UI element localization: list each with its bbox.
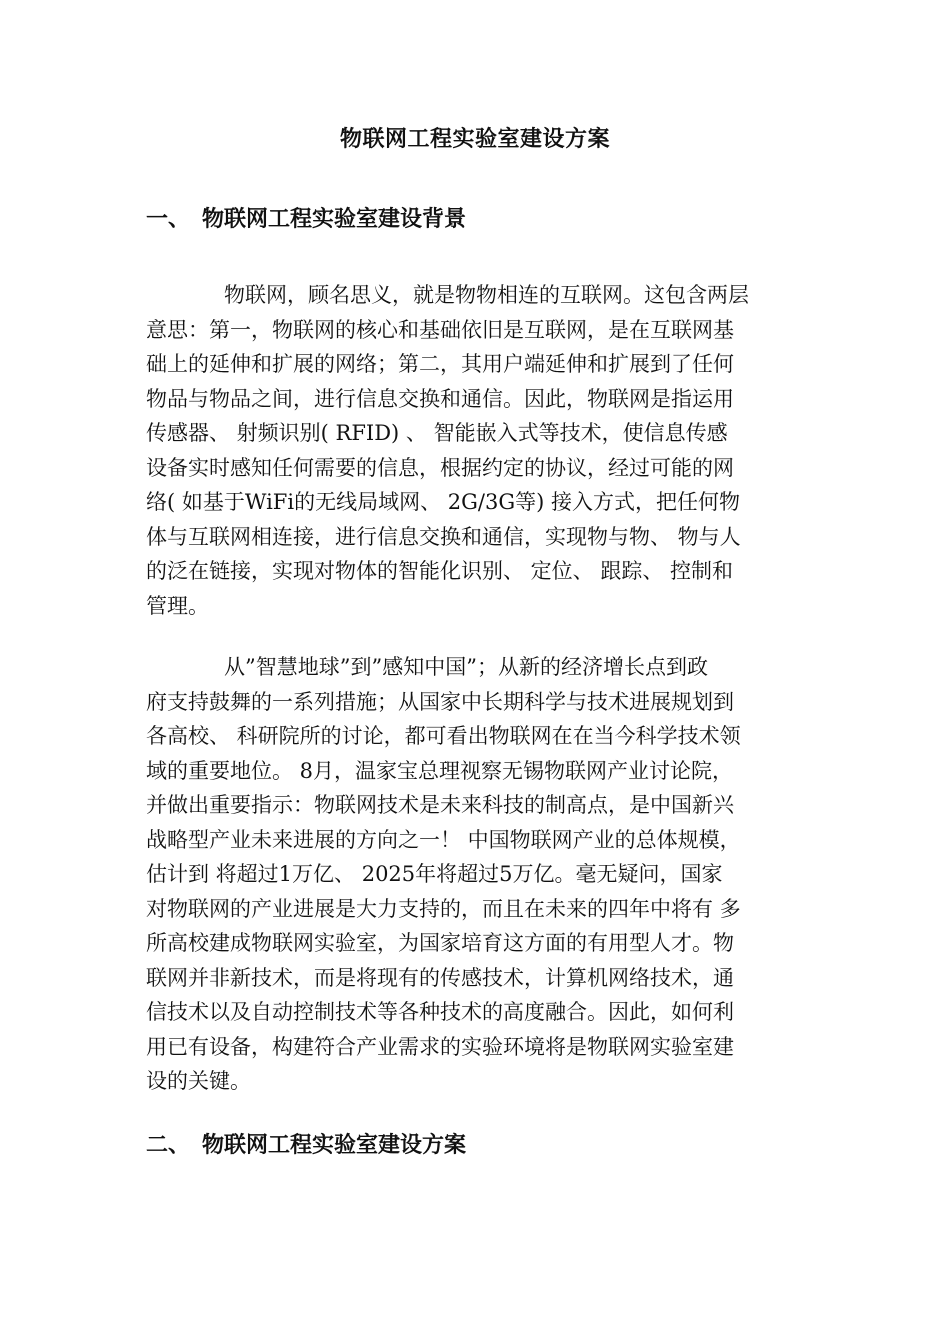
paragraph-line: 估计到 将超过1万亿、 2025年将超过5万亿。毫无疑问，国家	[146, 862, 723, 886]
paragraph-line: 域的重要地位。 8月，温家宝总理视察无锡物联网产业讨论院，	[146, 758, 734, 783]
paragraph-line: 设的关键。	[146, 1069, 251, 1093]
paragraph-line: 络( 如基于WiFi的无线局域网、 2G/3G等) 接入方式，把任何物	[146, 490, 740, 514]
paragraph-line: 府支持鼓舞的一系列措施；从国家中长期科学与技术进展规划到	[146, 689, 734, 714]
paragraph-line: 并做出重要指示：物联网技术是未来科技的制高点，是中国新兴	[146, 793, 734, 817]
section-number-1: 一、	[146, 207, 191, 232]
paragraph-line: 的泛在链接，实现对物体的智能化识别、 定位、 跟踪、 控制和	[146, 559, 734, 583]
section-heading-2	[146, 1128, 846, 1159]
paragraph-line: 联网并非新技术，而是将现有的传感技术，计算机网络技术，通	[146, 965, 734, 990]
paragraph-line: 体与互联网相连接，进行信息交换和通信，实现物与物、 物与人	[146, 524, 741, 549]
paragraph-line: 信技术以及自动控制技术等各种技术的高度融合。因此，如何利	[146, 1000, 734, 1024]
paragraph-line: 所高校建成物联网实验室，为国家培育这方面的有用型人才。物	[146, 931, 734, 955]
section-heading-text-2: 物联网工程实验室建设方案	[202, 1133, 467, 1158]
paragraph-line: 从”智慧地球”到”感知中国”；从新的经济增长点到政	[224, 655, 708, 679]
paragraph-line: 物品与物品之间，进行信息交换和通信。因此，物联网是指运用	[146, 386, 734, 411]
paragraph-line: 各高校、 科研院所的讨论，都可看出物联网在在当今科学技术领	[146, 724, 741, 748]
paragraph-background	[146, 278, 808, 623]
paragraph-line: 传感器、 射频识别( RFID) 、 智能嵌入式等技术，使信息传感	[146, 421, 728, 445]
paragraph-line: 设备实时感知任何需要的信息，根据约定的协议，经过可能的网	[146, 455, 734, 480]
document-title: 物联网工程实验室建设方案	[339, 127, 610, 152]
paragraph-line: 础上的延伸和扩展的网络；第二，其用户端延伸和扩展到了任何	[146, 352, 734, 376]
paragraph-line: 意思：第一，物联网的核心和基础依旧是互联网，是在互联网基	[146, 317, 734, 342]
paragraph-line: 对物联网的产业进展是大力支持的，而且在未来的四年中将有 多	[146, 896, 741, 921]
section-heading-text-1: 物联网工程实验室建设背景	[202, 207, 467, 232]
paragraph-line: 用已有设备，构建符合产业需求的实验环境将是物联网实验室建	[146, 1034, 734, 1059]
paragraph-line: 管理。	[146, 593, 209, 618]
section-number-2: 二、	[146, 1133, 191, 1158]
section-heading-1	[146, 202, 846, 233]
paragraph-line: 物联网，顾名思义，就是物物相连的互联网。这包含两层	[224, 283, 749, 307]
paragraph-line: 战略型产业未来进展的方向之一！ 中国物联网产业的总体规模，	[146, 827, 741, 852]
paragraph-significance	[146, 650, 808, 1099]
